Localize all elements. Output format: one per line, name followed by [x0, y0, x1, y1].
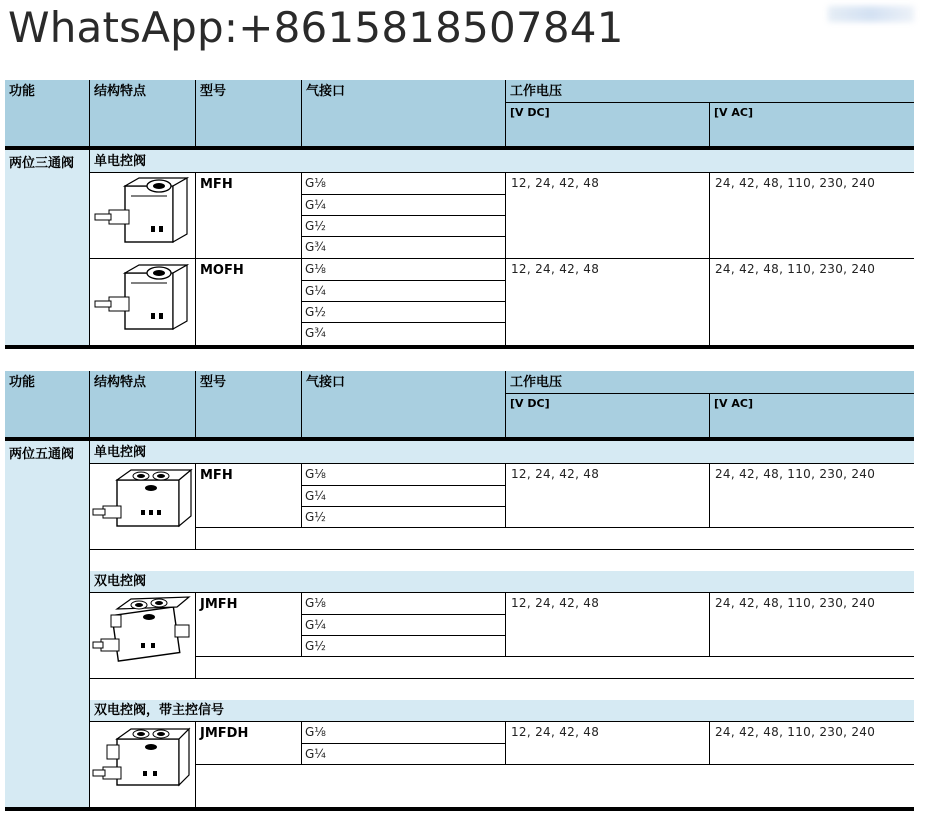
port-value: G⅛	[305, 262, 326, 276]
header-model: 型号	[200, 375, 227, 390]
port-value: G½	[305, 639, 326, 653]
valve-image	[91, 595, 193, 677]
header-port: 气接口	[306, 375, 346, 390]
port-value: G¼	[305, 489, 326, 503]
port-value: G¾	[305, 326, 326, 340]
dc-voltage: 12, 24, 42, 48	[511, 467, 600, 481]
port-value: G½	[305, 305, 326, 319]
model-label: MFH	[200, 177, 233, 192]
port-value: G⅛	[305, 725, 326, 739]
watermark-text: WhatsApp:+8615818507841	[8, 3, 624, 52]
header-port: 气接口	[306, 84, 346, 99]
header-vac: [V AC]	[714, 397, 753, 410]
port-value: G¾	[305, 240, 326, 254]
valve-image	[91, 263, 193, 343]
ac-voltage: 24, 42, 48, 110, 230, 240	[715, 176, 876, 190]
ac-voltage: 24, 42, 48, 110, 230, 240	[715, 725, 876, 739]
valve-image	[91, 176, 193, 256]
port-value: G¼	[305, 284, 326, 298]
header-voltage: 工作电压	[510, 375, 563, 390]
header-structure: 结构特点	[94, 84, 147, 99]
ac-voltage: 24, 42, 48, 110, 230, 240	[715, 596, 876, 610]
dc-voltage: 12, 24, 42, 48	[511, 596, 600, 610]
model-label: MOFH	[200, 263, 244, 278]
valve-image	[91, 723, 193, 805]
dc-voltage: 12, 24, 42, 48	[511, 262, 600, 276]
model-label: JMFH	[200, 597, 238, 612]
group-label: 双电控阀	[94, 574, 147, 589]
port-value: G½	[305, 219, 326, 233]
function-label: 两位五通阀	[9, 447, 75, 462]
header-vdc: [V DC]	[510, 397, 550, 410]
function-cell	[5, 150, 89, 348]
header-function: 功能	[9, 375, 36, 390]
port-value: G½	[305, 510, 326, 524]
header-function: 功能	[9, 84, 36, 99]
header-model: 型号	[200, 84, 227, 99]
dc-voltage: 12, 24, 42, 48	[511, 725, 600, 739]
port-value: G⅛	[305, 176, 326, 190]
port-value: G¼	[305, 747, 326, 761]
ac-voltage: 24, 42, 48, 110, 230, 240	[715, 262, 876, 276]
header-structure: 结构特点	[94, 375, 147, 390]
valve-image	[91, 466, 193, 546]
table-two-position-three-way	[5, 80, 914, 352]
table-two-position-five-way	[5, 371, 914, 816]
function-label: 两位三通阀	[9, 156, 75, 171]
blurred-logo	[828, 6, 914, 22]
dc-voltage: 12, 24, 42, 48	[511, 176, 600, 190]
group-label: 单电控阀	[94, 445, 147, 460]
header-vac: [V AC]	[714, 106, 753, 119]
model-label: MFH	[200, 468, 233, 483]
group-label: 双电控阀，带主控信号	[94, 703, 225, 718]
port-value: G¼	[305, 198, 326, 212]
group-band	[90, 571, 914, 592]
ac-voltage: 24, 42, 48, 110, 230, 240	[715, 467, 876, 481]
group-band	[90, 441, 914, 463]
header-voltage: 工作电压	[510, 84, 563, 99]
group-label: 单电控阀	[94, 154, 147, 169]
function-cell	[5, 441, 89, 809]
port-value: G⅛	[305, 596, 326, 610]
header-vdc: [V DC]	[510, 106, 550, 119]
model-label: JMFDH	[200, 726, 249, 741]
group-band	[90, 150, 914, 172]
port-value: G¼	[305, 618, 326, 632]
port-value: G⅛	[305, 467, 326, 481]
